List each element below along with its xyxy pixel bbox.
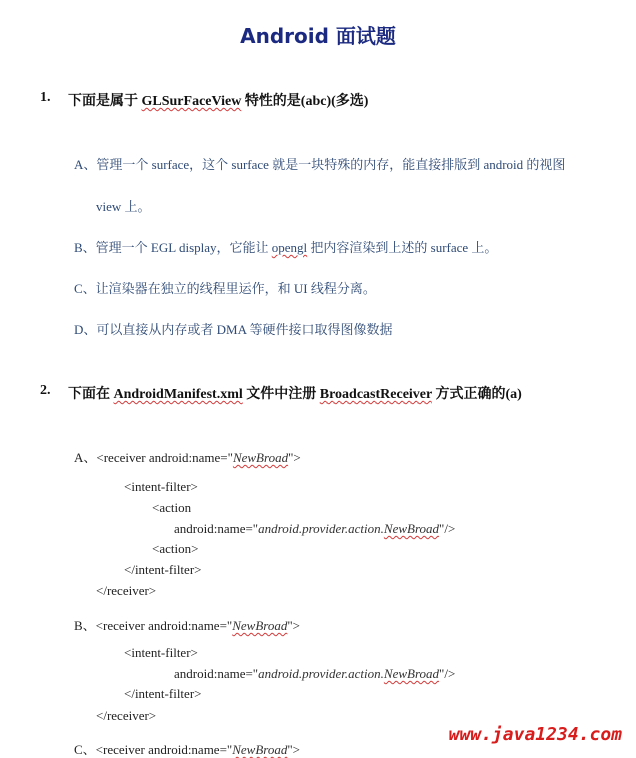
question-2-option-a-receiver-close: </receiver>	[96, 583, 157, 598]
question-1-option-a: A、管理一个 surface，这个 surface 就是一块特殊的内存，能直接排版到 android 的视图	[74, 157, 566, 172]
question-2-option-a-filter-open: <intent-filter>	[124, 479, 198, 494]
question-2-option-c-receiver-open: C、<receiver android:name="NewBroad">	[74, 742, 300, 757]
question-2-option-b-receiver-open: B、<receiver android:name="NewBroad">	[74, 618, 300, 633]
question-2-option-a-filter-close: </intent-filter>	[124, 562, 202, 577]
question-2-option-b-receiver-close: </receiver>	[96, 708, 157, 723]
question-2-text: 下面在 AndroidManifest.xml 文件中注册 BroadcastReceiver 方式正确的(a)	[68, 387, 522, 402]
question-2-number: 2.	[40, 383, 51, 398]
question-1-option-c: C、让渲染器在独立的线程里运作，和 UI 线程分离。	[74, 281, 376, 296]
watermark: www.java1234.com	[448, 724, 622, 745]
question-1-option-d: D、可以直接从内存或者 DMA 等硬件接口取得图像数据	[74, 322, 393, 337]
question-2-option-a-receiver-open: A、<receiver android:name="NewBroad">	[74, 450, 301, 465]
question-2-option-a-action-close: <action>	[152, 541, 199, 556]
question-2-option-a-action-attr: android:name="android.provider.action.NewBroad"/>	[174, 521, 456, 536]
question-1-text: 下面是属于 GLSurFaceView 特性的是(abc)(多选)	[68, 94, 369, 109]
page-title: Android 面试题	[240, 24, 396, 48]
question-1-term: GLSurFaceView	[141, 94, 242, 109]
question-1-number: 1.	[40, 90, 51, 105]
question-1-option-a-cont: view 上。	[96, 199, 151, 214]
question-2-option-a-action-open: <action	[152, 500, 192, 515]
question-1-option-b: B、管理一个 EGL display，它能让 opengl 把内容渲染到上述的 surface 上。	[74, 240, 498, 255]
question-2-option-b-filter-open: <intent-filter>	[124, 645, 198, 660]
question-2-option-b-attr: android:name="android.provider.action.NewBroad"/>	[174, 666, 456, 681]
question-2-option-b-filter-close: </intent-filter>	[124, 686, 202, 701]
